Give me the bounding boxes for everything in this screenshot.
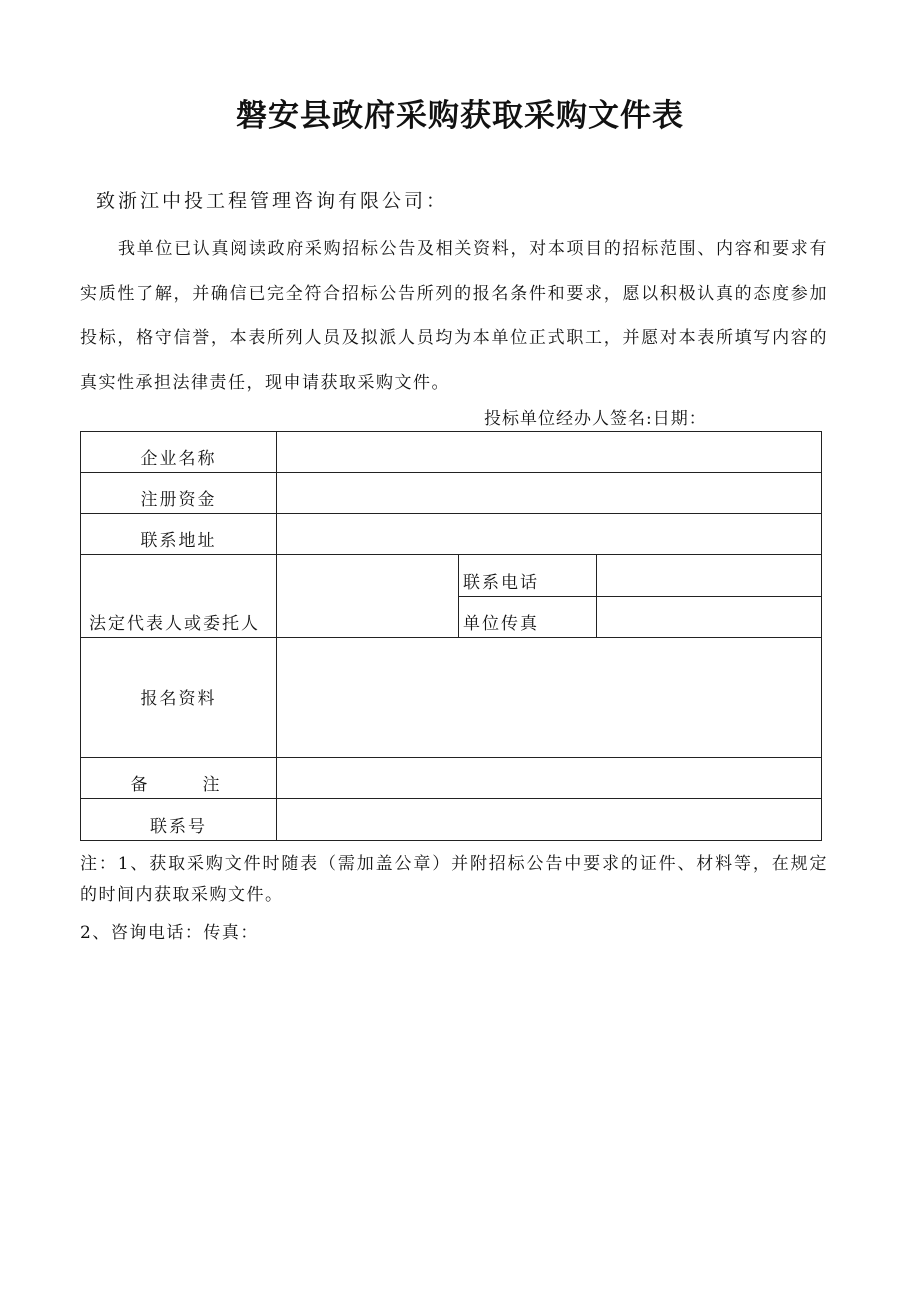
note-2: 2、咨询电话：传真： bbox=[80, 923, 259, 943]
addressee-line: 致浙江中投工程管理咨询有限公司： bbox=[96, 190, 449, 212]
note-1: 注：1、获取采购文件时随表（需加盖公章）并附招标公告中要求的证件、材料等，在规定的时间内获取采购文件。 bbox=[80, 854, 828, 905]
contact-phone-label: 联系电话 bbox=[459, 555, 597, 597]
page-title: 磐安县政府采购获取采购文件表 bbox=[236, 98, 684, 134]
contact-number-field[interactable] bbox=[277, 799, 822, 841]
fax-field[interactable] bbox=[597, 597, 822, 638]
registration-docs-field[interactable] bbox=[277, 638, 822, 758]
address-label: 联系地址 bbox=[81, 514, 277, 555]
registered-capital-label: 注册资金 bbox=[81, 473, 277, 514]
signature-date-line: 投标单位经办人签名:日期： bbox=[484, 409, 707, 429]
declaration-paragraph: 我单位已认真阅读政府采购招标公告及相关资料，对本项目的招标范围、内容和要求有实质性了解，并确信已完全符合招标公告所列的报名条件和要求，愿以积极认真的态度参加投标，格守信誉，本表所列人员及拟派人员均为本单位正式职工，并愿对本表所填写内容的真实性承担法律责任，现申请获取采购文件。 bbox=[80, 239, 828, 393]
registration-docs-label: 报名资料 bbox=[81, 638, 277, 758]
company-name-label: 企业名称 bbox=[81, 432, 277, 473]
registered-capital-field[interactable] bbox=[277, 473, 822, 514]
company-name-field[interactable] bbox=[277, 432, 822, 473]
address-field[interactable] bbox=[277, 514, 822, 555]
contact-phone-field[interactable] bbox=[597, 555, 822, 597]
contact-number-label: 联系号 bbox=[81, 799, 277, 841]
legal-rep-label: 法定代表人或委托人 bbox=[81, 555, 277, 638]
remarks-field[interactable] bbox=[277, 758, 822, 799]
remarks-label: 备注 bbox=[81, 758, 277, 799]
fax-label: 单位传真 bbox=[459, 597, 597, 638]
registration-form-table bbox=[80, 431, 822, 841]
legal-rep-field[interactable] bbox=[277, 555, 459, 638]
